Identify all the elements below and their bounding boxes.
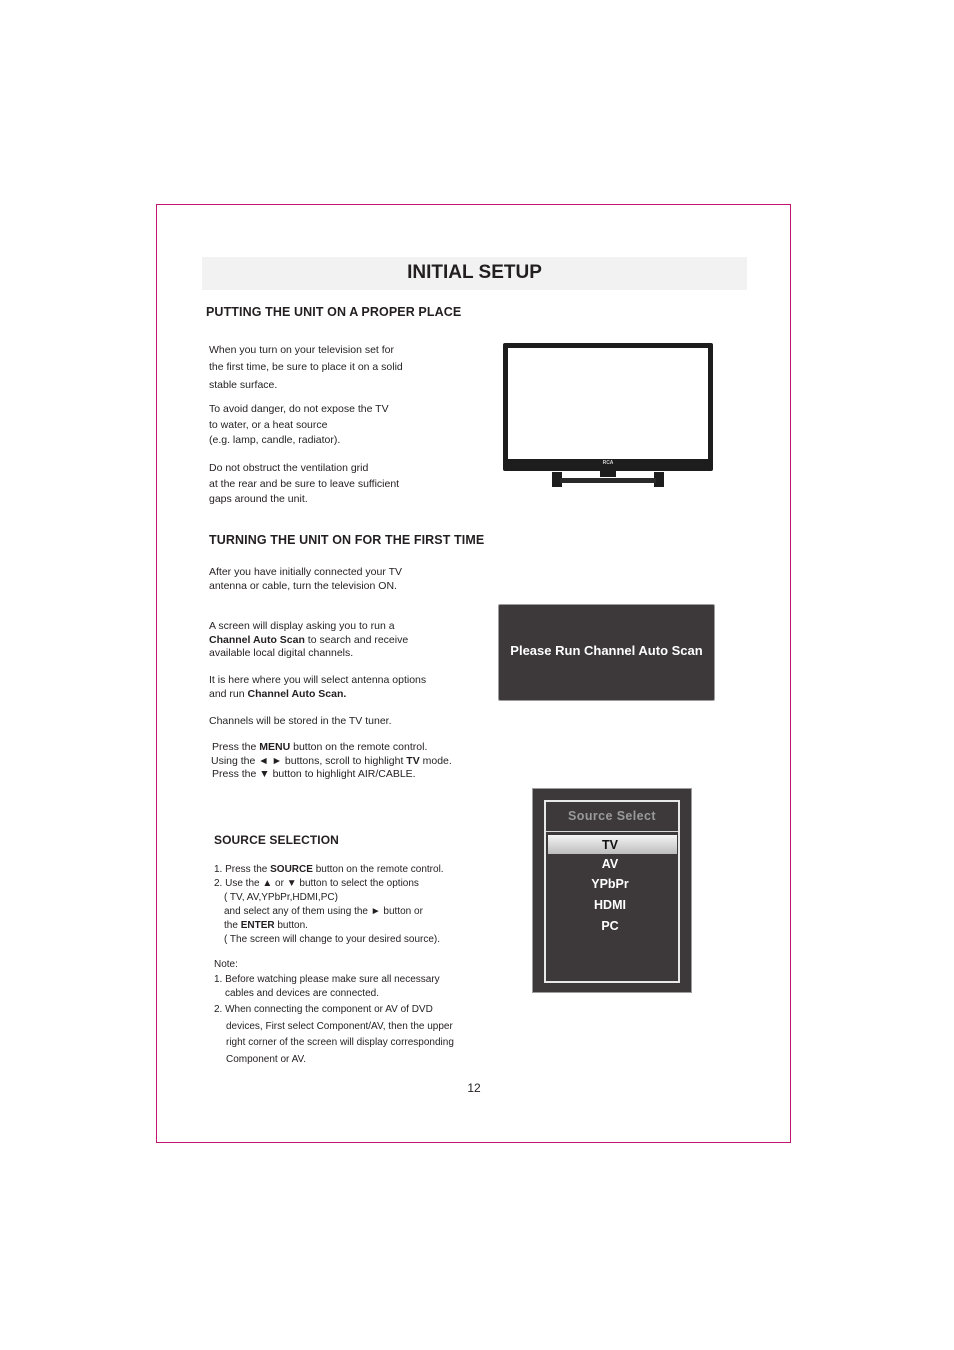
text-span: and run	[209, 687, 248, 700]
bold-term: MENU	[259, 741, 291, 753]
source-note-1	[214, 958, 440, 1002]
source-heading: SOURCE SELECTION	[214, 833, 339, 847]
text-line: to water, or a heat source	[209, 418, 328, 431]
text-line: To avoid danger, do not expose the TV	[209, 403, 389, 415]
tv-logo: RCA	[602, 460, 614, 466]
page-number: 12	[467, 1081, 481, 1095]
text-line: cables and devices are connected.	[225, 988, 379, 1000]
text-span: mode.	[419, 754, 452, 767]
text-line: gaps around the unit.	[209, 493, 308, 505]
tv-screen	[508, 348, 708, 459]
text-line: at the rear and be sure to leave sufficient	[209, 477, 400, 490]
text-span: button on the remote control.	[312, 864, 444, 875]
text-span: the	[224, 919, 241, 931]
source-menu-item-av[interactable]: AV	[601, 857, 619, 871]
text-line: ( TV, AV,YPbPr,HDMI,PC)	[224, 891, 338, 903]
text-line: A screen will display asking you to run a	[209, 620, 395, 632]
text-line	[211, 755, 452, 769]
text-line: right corner of the screen will display corresponding	[226, 1037, 454, 1049]
page-title: INITIAL SETUP	[407, 262, 542, 283]
text-line	[209, 688, 426, 702]
tv-stand	[552, 471, 664, 488]
bold-term: TV	[406, 754, 420, 767]
tv-illustration	[503, 343, 713, 471]
text-line: stable surface.	[209, 378, 278, 391]
first-time-heading: TURNING THE UNIT ON FOR THE FIRST TIME	[209, 533, 485, 547]
note-label: Note:	[214, 959, 238, 970]
text-line	[209, 634, 408, 648]
placement-paragraph-1	[209, 342, 403, 394]
text-line: Press the ▼ button to highlight AIR/CABLE.	[212, 768, 416, 781]
bold-term: ENTER	[240, 919, 275, 931]
source-note-2	[214, 1002, 454, 1068]
source-menu-item-hdmi[interactable]: HDMI	[594, 898, 626, 912]
placement-heading: PUTTING THE UNIT ON A PROPER PLACE	[206, 305, 462, 319]
bold-term: Channel Auto Scan.	[247, 687, 347, 700]
first-time-paragraph-2	[209, 620, 408, 661]
text-line	[214, 919, 444, 933]
source-menu-title: Source Select	[568, 809, 656, 823]
text-line: devices, First select Component/AV, then the upper	[226, 1020, 453, 1032]
text-line: ( The screen will change to your desired source).	[224, 933, 441, 945]
text-span: Using the ◄ ► buttons, scroll to highlight	[211, 754, 407, 767]
text-line: 2. Use the ▲ or ▼ button to select the options	[214, 877, 419, 889]
text-line: It is here where you will select antenna options	[209, 674, 427, 686]
text-line: available local digital channels.	[209, 647, 354, 660]
first-time-paragraph-3	[209, 674, 426, 701]
text-span: 1. Press the	[214, 864, 271, 875]
source-steps	[214, 863, 444, 946]
source-menu-item-ypbpr[interactable]: YPbPr	[591, 877, 629, 891]
text-line: antenna or cable, turn the television ON.	[209, 579, 397, 592]
text-span: Press the	[212, 741, 260, 753]
text-line: the first time, be sure to place it on a solid	[209, 361, 403, 374]
placement-paragraph-2	[209, 402, 389, 449]
text-line: and select any of them using the ► button or	[224, 905, 423, 917]
text-line	[212, 741, 452, 755]
first-time-paragraph-5	[212, 741, 452, 782]
text-span: button on the remote control.	[290, 741, 428, 753]
text-span: to search and receive	[304, 633, 409, 646]
bold-term: SOURCE	[270, 864, 313, 875]
text-line: Component or AV.	[226, 1053, 307, 1065]
source-menu-divider	[546, 831, 678, 832]
text-line: Do not obstruct the ventilation grid	[209, 462, 369, 474]
auto-scan-prompt-text: Please Run Channel Auto Scan	[510, 643, 703, 658]
text-span: button.	[274, 919, 308, 931]
text-line: After you have initially connected your TV	[209, 566, 402, 578]
first-time-paragraph-4: Channels will be stored in the TV tuner.	[209, 715, 392, 727]
text-line: When you turn on your television set for	[209, 344, 395, 356]
first-time-paragraph-1	[209, 566, 402, 593]
auto-scan-prompt-screen	[498, 604, 715, 701]
text-line: 2. When connecting the component or AV of DVD	[214, 1004, 433, 1015]
bold-term: Channel Auto Scan	[209, 633, 305, 646]
source-menu-item-tv[interactable]: TV	[602, 838, 618, 852]
source-menu-frame	[544, 800, 680, 983]
text-line: (e.g. lamp, candle, radiator).	[209, 434, 341, 446]
text-line: 1. Before watching please make sure all necessary	[214, 973, 440, 985]
source-menu-item-pc[interactable]: PC	[601, 919, 619, 933]
text-line	[214, 863, 444, 877]
placement-paragraph-3	[209, 461, 399, 508]
